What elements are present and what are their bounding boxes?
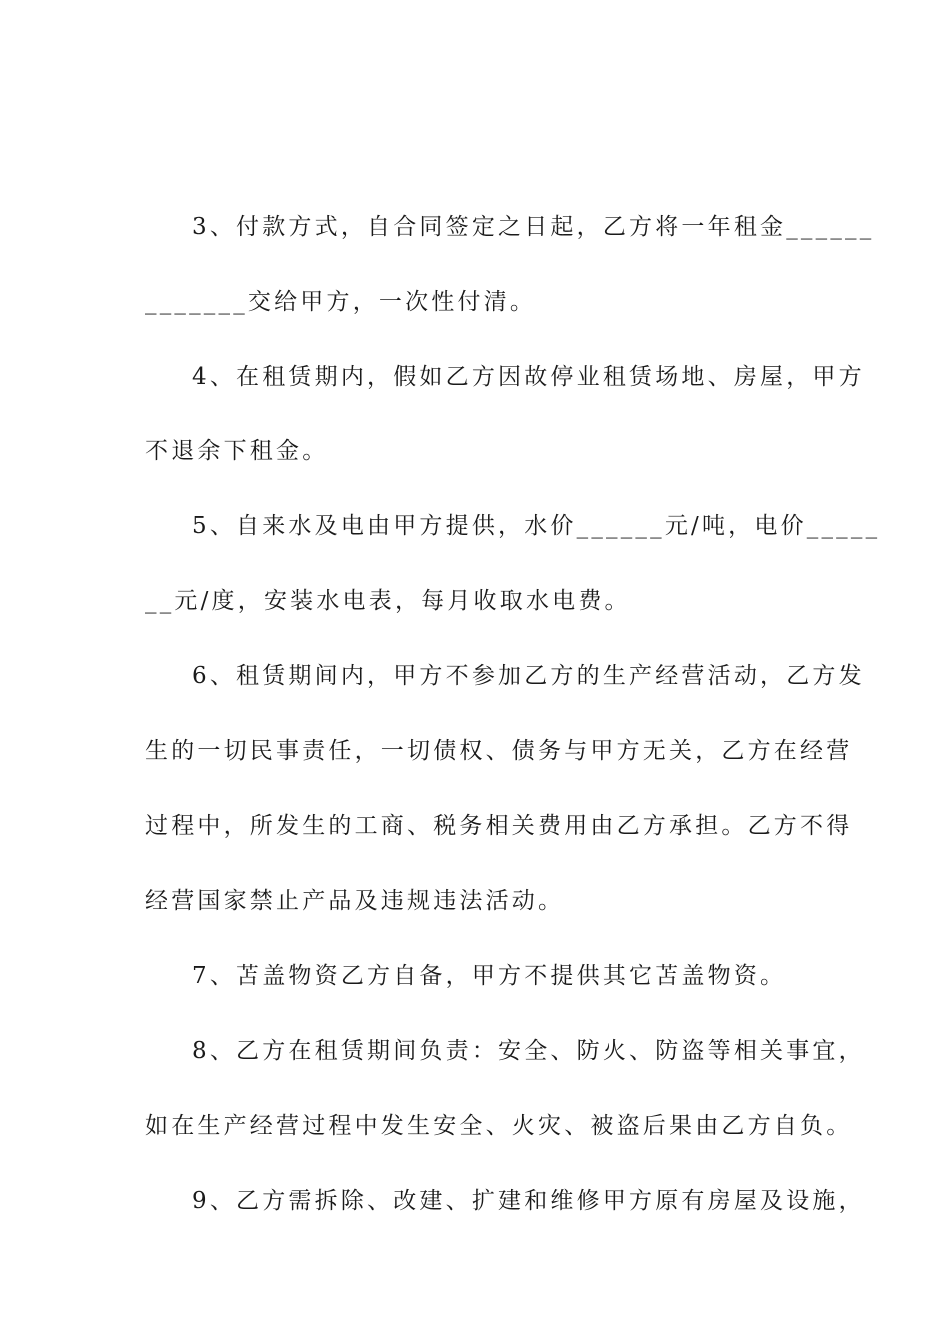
clause-8-line-2: 如在生产经营过程中发生安全、火灾、被盗后果由乙方自负。	[145, 1113, 853, 1139]
clause-6-line-3: 过程中，所发生的工商、税务相关费用由乙方承担。乙方不得	[145, 813, 853, 839]
clause-3-line-1: 3、付款方式，自合同签定之日起，乙方将一年租金______	[192, 214, 875, 240]
clause-9-line-1: 9、乙方需拆除、改建、扩建和维修甲方原有房屋及设施，	[192, 1188, 865, 1214]
clause-6-line-4: 经营国家禁止产品及违规违法活动。	[145, 888, 565, 914]
clause-5-line-2: __元/度，安装水电表，每月收取水电费。	[145, 588, 631, 614]
clause-4-line-1: 4、在租赁期内，假如乙方因故停业租赁场地、房屋，甲方	[192, 364, 865, 390]
clause-4-line-2: 不退余下租金。	[145, 438, 329, 464]
clause-6-line-1: 6、租赁期间内，甲方不参加乙方的生产经营活动，乙方发	[192, 663, 865, 689]
clause-8-line-1: 8、乙方在租赁期间负责：安全、防火、防盗等相关事宜，	[192, 1038, 865, 1064]
clause-6-line-2: 生的一切民事责任，一切债权、债务与甲方无关，乙方在经营	[145, 738, 853, 764]
clause-5-line-1: 5、自来水及电由甲方提供，水价______元/吨，电价_____	[192, 513, 881, 539]
clause-3-line-2: _______交给甲方，一次性付清。	[145, 289, 537, 315]
clause-7-line-1: 7、苫盖物资乙方自备，甲方不提供其它苫盖物资。	[192, 963, 787, 989]
